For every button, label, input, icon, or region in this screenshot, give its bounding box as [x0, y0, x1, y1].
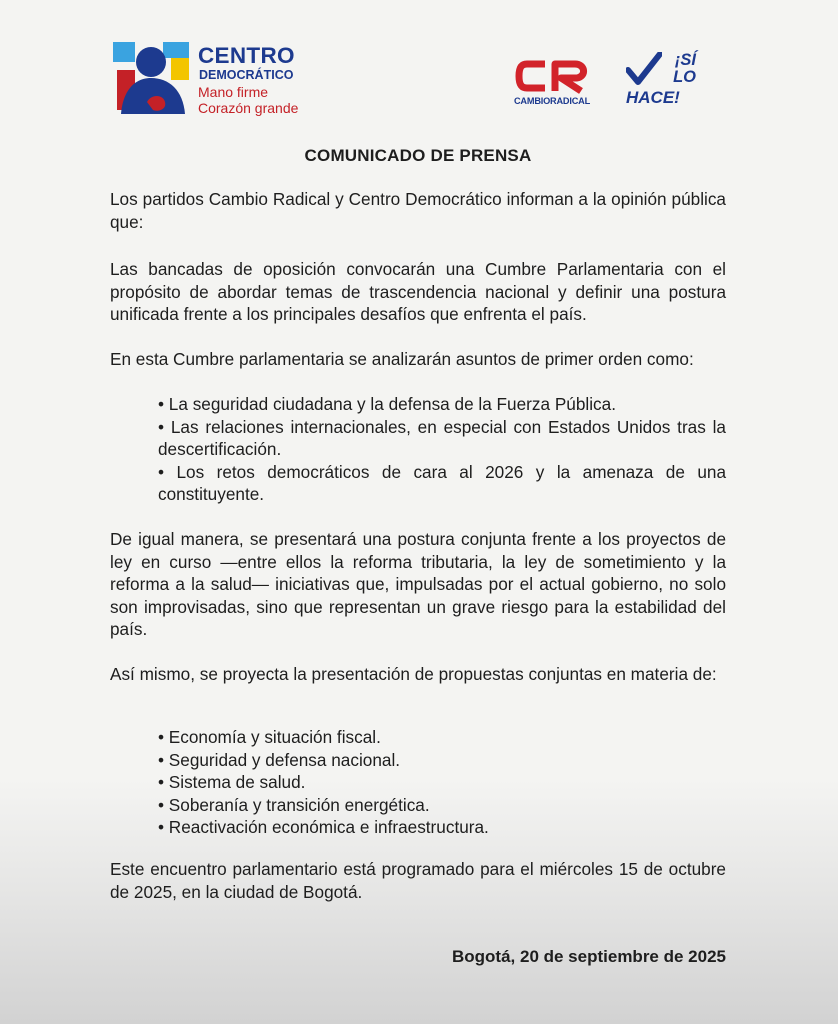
hace-line: HACE! — [626, 88, 680, 107]
page-title: COMUNICADO DE PRENSA — [304, 146, 532, 165]
intro-paragraph: Los partidos Cambio Radical y Centro Democrático informan a la opinión pública que: — [110, 189, 726, 232]
slogan-line-1: Mano firme — [198, 84, 269, 100]
list-item: • Sistema de salud. — [158, 771, 726, 794]
si-line: ¡SÍ — [674, 51, 696, 69]
list-item: • Soberanía y transición energética. — [158, 794, 726, 817]
list-item: • Economía y situación fiscal. — [158, 726, 726, 749]
si-lo-text — [652, 52, 696, 86]
slogan-line-2: Corazón grande — [198, 100, 299, 116]
paragraph-cumbre: Las bancadas de oposición convocarán una Cumbre Parlamentaria con el propósito de abordar temas de trascendencia nacional y definir una postura unificada frente a los principales desafíos que enfrenta el país. — [110, 259, 726, 324]
centro-democratico-emblem-icon — [113, 40, 191, 116]
cambio-radical-mark-icon — [515, 58, 593, 94]
centro-democratico-logo — [113, 40, 323, 118]
democratico-subtitle: DEMOCRÁTICO — [199, 68, 294, 82]
list-item: • La seguridad ciudadana y la defensa de la Fuerza Pública. — [158, 393, 726, 416]
list-item: • Los retos democráticos de cara al 2026 y la amenaza de una constituyente. — [158, 461, 726, 506]
propuestas-list — [158, 726, 726, 839]
centro-slogan — [198, 84, 298, 116]
paragraph-fecha-encuentro: Este encuentro parlamentario está programado para el miércoles 15 de octubre de 2025, en la ciudad de Bogotá. — [110, 859, 726, 902]
centro-title: CENTRO — [198, 43, 295, 68]
paragraph-propuestas: Así mismo, se proyecta la presentación de propuestas conjuntas en materia de: — [110, 664, 717, 684]
cambio-radical-logo — [500, 58, 604, 110]
list-item: • Las relaciones internacionales, en especial con Estados Unidos tras la descertificación. — [158, 416, 726, 461]
paragraph-postura-conjunta: De igual manera, se presentará una postura conjunta frente a los proyectos de ley en curso —entre ellos la reforma tributaria, la ley de sometimiento y la reforma a la salud— iniciativas que, impulsadas por el actual gobierno, no solo son improvisadas, sino que representan un grave riesgo para la estabilidad del país. — [110, 529, 726, 639]
si-lo-hace-logo — [626, 52, 698, 112]
list-item: • Reactivación económica e infraestructura. — [158, 816, 726, 839]
paragraph-asuntos: En esta Cumbre parlamentaria se analizarán asuntos de primer orden como: — [110, 349, 694, 369]
list-item: • Seguridad y defensa nacional. — [158, 749, 726, 772]
lo-line: LO — [673, 68, 696, 86]
cambio-radical-label: CAMBIORADICAL — [514, 96, 590, 106]
signoff-date: Bogotá, 20 de septiembre de 2025 — [452, 947, 726, 966]
asuntos-list — [158, 393, 726, 506]
